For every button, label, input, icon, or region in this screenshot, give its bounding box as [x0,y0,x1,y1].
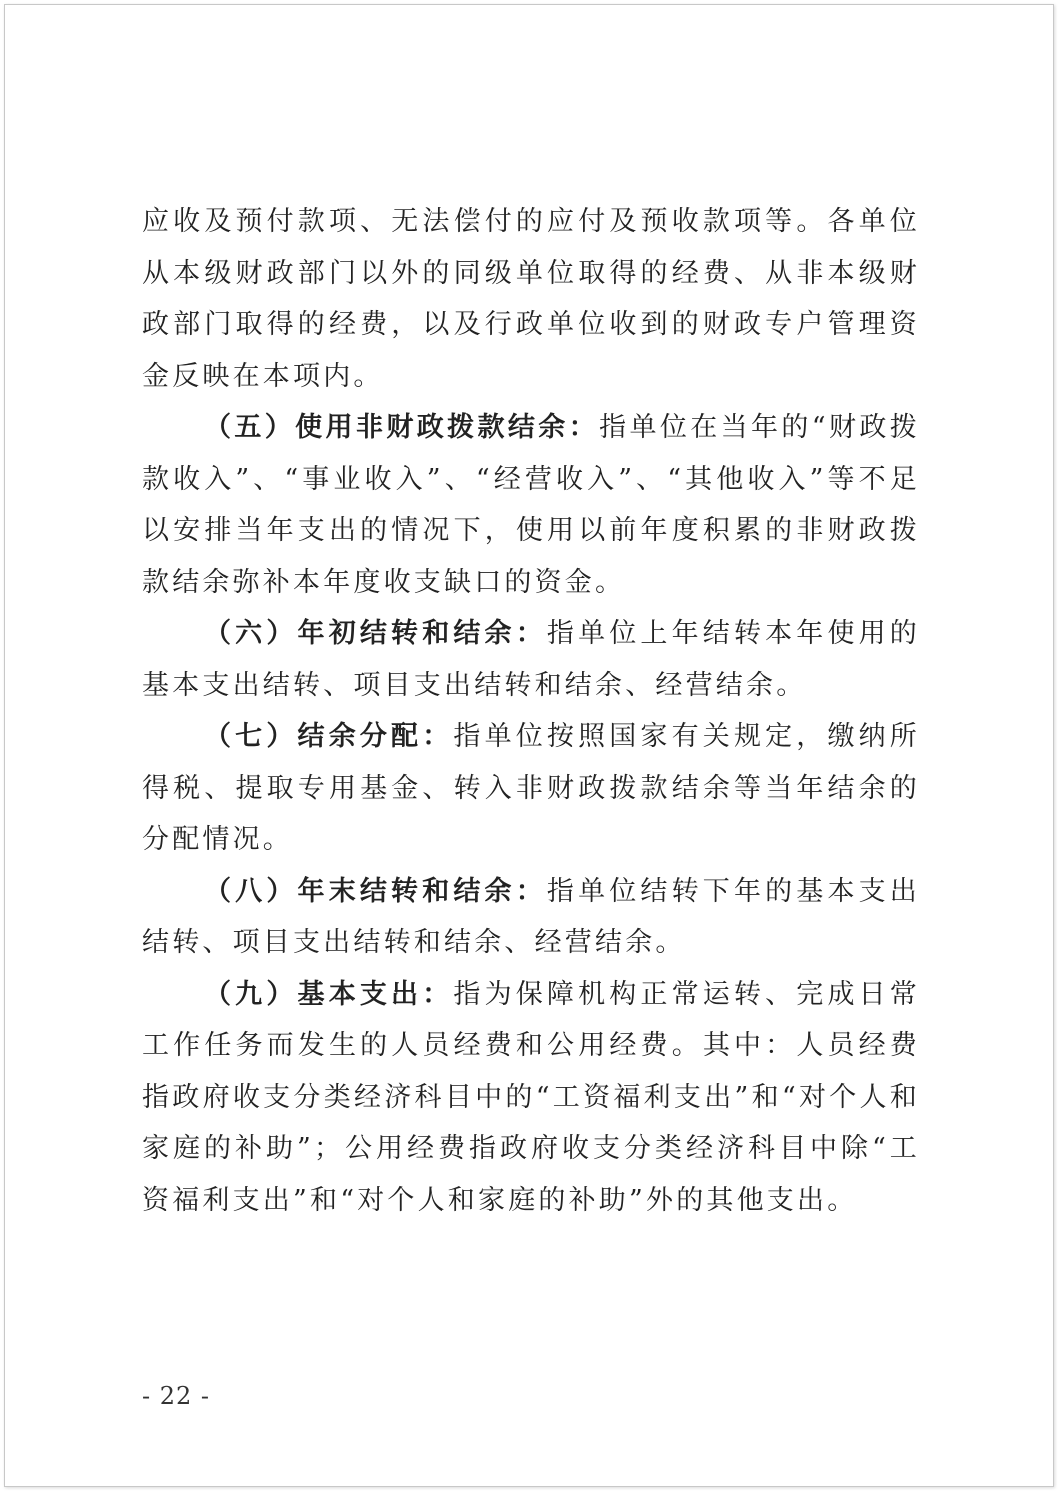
section-heading: （五）使用非财政拨款结余： [204,412,600,443]
paragraph-continuation [142,196,920,402]
paragraph-text: 指单位结转下年的基本支出结转、项目支出结转和结余、经营结余。 [142,875,921,958]
paragraph-section-9 [142,969,920,1227]
paragraph-text: 指单位在当年的“财政拨款收入”、“事业收入”、“经营收入”、“其他收入”等不足以安排当年支出的情况下，使用以前年度积累的非财政拨款结余弥补本年度收支缺口的资金。 [142,412,920,598]
paragraph-text: 应收及预付款项、无法偿付的应付及预收款项等。各单位从本级财政部门以外的同级单位取得的经费、从非本级财政部门取得的经费，以及行政单位收到的财政专户管理资金反映在本项内。 [142,206,920,392]
paragraph-text: 指单位按照国家有关规定，缴纳所得税、提取专用基金、转入非财政拨款结余等当年结余的分配情况。 [142,721,921,855]
paragraph-section-5 [142,402,920,608]
paragraph-section-8 [142,866,920,969]
page-number: - 22 - [142,1382,211,1410]
section-heading: （九）基本支出： [204,978,454,1010]
paragraph-section-6 [142,608,920,711]
section-heading: （八）年末结转和结余： [204,875,547,907]
section-heading: （六）年初结转和结余： [204,618,547,649]
paragraph-text: 指单位上年结转本年使用的基本支出结转、项目支出结转和结余、经营结余。 [142,618,921,701]
paragraph-text: 指为保障机构正常运转、完成日常工作任务而发生的人员经费和公用经费。其中：人员经费指政府收支分类经济科目中的“工资福利支出”和“对个人和家庭的补助”；公用经费指政府收支分类经济科目中除“工资福利支出”和“对个人和家庭的补助”外的其他支出。 [142,978,921,1216]
document-body [142,196,920,1226]
section-heading: （七）结余分配： [204,721,454,752]
paragraph-section-7 [142,711,920,866]
